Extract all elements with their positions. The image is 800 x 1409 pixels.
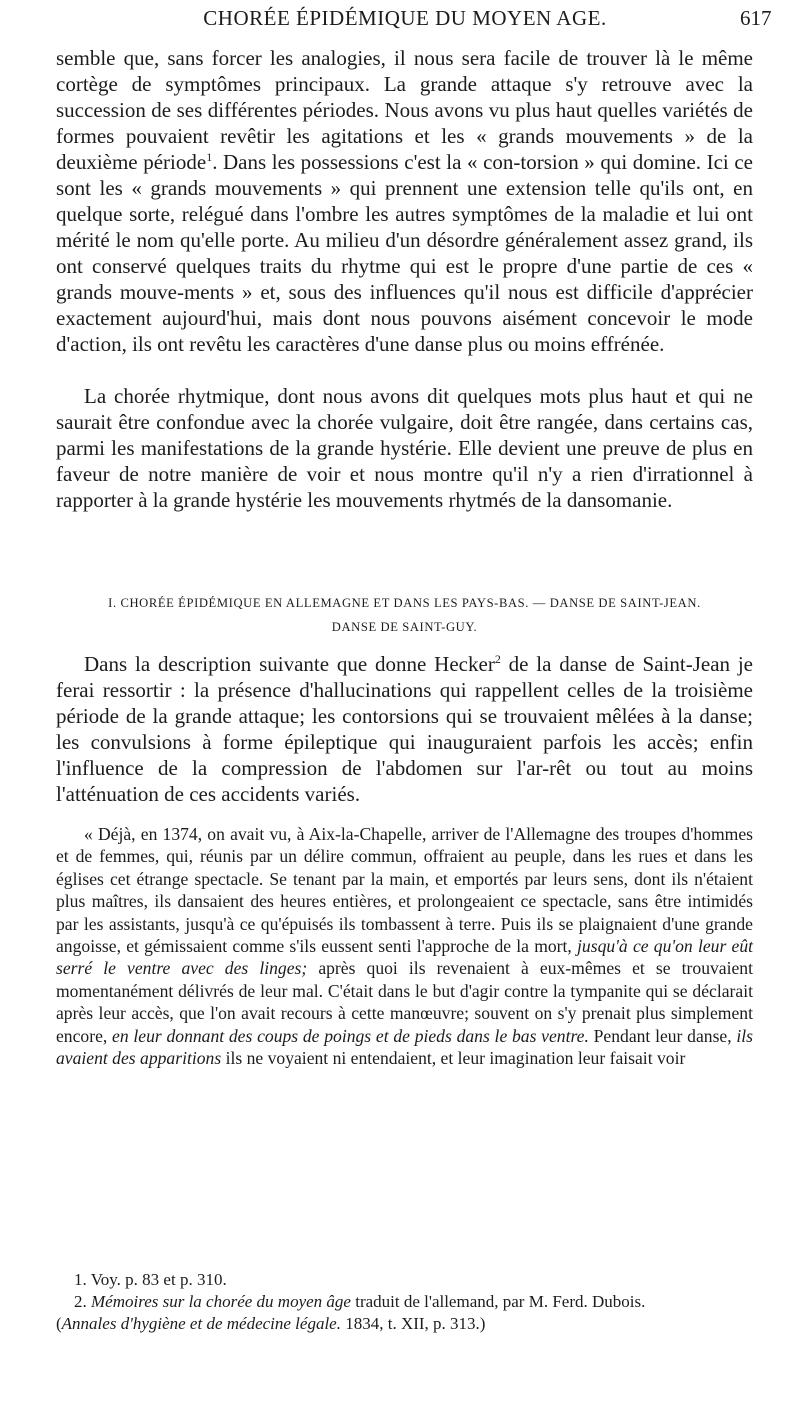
- footnote-2-rest: traduit de l'allemand, par M. Ferd. Dubois.: [350, 1292, 646, 1311]
- quote-part-2: après quoi ils revenaient à eux-mêmes et se trouvaient momentanément délivrés de leur mal. C'était dans le but d'agir contre la tympanite qui se déclarait après leur accès, que l'on avait recours à cette manœuvre; souvent on s'y prenait plus simplement encore,: [56, 958, 753, 1046]
- footnote-2-journal: Annales d'hygiène et de médecine légale.: [61, 1314, 341, 1333]
- quote-part-4: ils ne voyaient ni entendaient, et leur imagination leur faisait voir: [221, 1048, 686, 1069]
- hecker-quotation: [56, 823, 753, 1069]
- paragraph-1: [56, 45, 753, 357]
- paragraph-1-text: semble que, sans forcer les analogies, il nous sera facile de trouver là le même cortège de symptômes principaux. La grande attaque s'y retrouve avec la succession de ses différentes périodes. Nous avons vu plus haut quelles variétés de formes pouvaient revêtir les agitations et les « grands mouvements » de la deuxième période: [56, 46, 753, 174]
- footnote-ref-1: 1: [206, 150, 213, 164]
- footnotes: [56, 1269, 753, 1335]
- footnote-2-number: 2.: [74, 1292, 91, 1311]
- footnote-2-title: Mémoires sur la chorée du moyen âge: [91, 1292, 351, 1311]
- paragraph-3-continuation: de la danse de Saint-Jean je ferai ressortir : la présence d'hallucinations qui rappellent celles de la troisième période de la grande attaque; les contorsions qui se trouvaient mêlées à la danse; les convulsions à forme épileptique qui inauguraient parfois les accès; enfin l'influence de la compression de l'abdomen sur l'ar-rêt ou tout au moins l'atténuation de ces accidents variés.: [56, 652, 753, 806]
- paragraph-3: [56, 651, 753, 807]
- quote-part-3: Pendant leur danse,: [588, 1025, 737, 1046]
- footnote-1: 1. Voy. p. 83 et p. 310.: [74, 1270, 227, 1289]
- section-heading-line-2: DANSE DE SAINT-GUY.: [331, 620, 478, 634]
- quote-italic-2: en leur donnant des coups de poings et de pieds dans le bas ventre.: [112, 1025, 589, 1046]
- quote-part-1: « Déjà, en 1374, on avait vu, à Aix-la-Chapelle, arriver de l'Allemagne des troupes d'hommes et de femmes, qui, réunis par un délire commun, offraient au peuple, dans les rues et dans les églises cet étrange spectacle. Se tenant par la main, et emportés par leurs sens, dont ils n'étaient plus maîtres, ils dansaient des heures entières, et prolongeaient ce spectacle, sans être intimidés par les assistants, jusqu'à ce qu'épuisés ils tombassent à terre. Puis ils se plaignaient d'une grande angoisse, et gémissaient comme s'ils eussent senti l'approche de la mort,: [56, 824, 753, 957]
- quote-italic-1: jusqu'à ce qu'on leur eût serré le ventre avec des linges;: [56, 936, 753, 979]
- footnote-2-open-paren: (: [56, 1314, 62, 1333]
- section-heading-line-1: I. CHORÉE ÉPIDÉMIQUE EN ALLEMAGNE ET DANS LES PAYS-BAS. — DANSE DE SAINT-JEAN.: [108, 596, 701, 610]
- quote-italic-3: ils avaient des apparitions: [56, 1025, 753, 1069]
- paragraph-2: La chorée rhytmique, dont nous avons dit quelques mots plus haut et qui ne saurait être confondue avec la chorée vulgaire, doit être rangée, dans certains cas, parmi les manifestations de la grande hystérie. Elle devient une preuve de plus en faveur de notre manière de voir et nous montre qu'il n'y a rien d'irrationnel à rapporter à la grande hystérie les mouvements rhytmés de la dansomanie.: [56, 384, 753, 512]
- footnote-2-end: 1834, t. XII, p. 313.): [340, 1314, 486, 1333]
- running-title: CHORÉE ÉPIDÉMIQUE DU MOYEN AGE.: [203, 6, 607, 30]
- footnote-2: [56, 1291, 753, 1313]
- page-number: 617: [740, 6, 772, 30]
- footnote-2-continuation: [56, 1313, 753, 1335]
- footnote-ref-2: 2: [494, 652, 501, 666]
- paragraph-3-text: Dans la description suivante que donne Hecker: [84, 652, 495, 676]
- paragraph-1-continuation: . Dans les possessions c'est la « con-torsion » qui domine. Ici ce sont les « grands mouvements » qui prennent une extension telle qu'ils ont, en quelque sorte, relégué dans l'ombre les autres symptômes de la maladie et lui ont mérité le nom qu'elle porte. Au milieu d'un désordre généralement assez grand, ils ont conservé quelques traits du rhytme qui est le propre d'une partie de ces « grands mouve-ments » et, sous des influences qu'il nous est difficile d'apprécier exactement aujourd'hui, mais dont nous pouvons aisément concevoir le mode d'action, ils ont revêtu les caractères d'une danse plus ou moins effrénée.: [56, 150, 753, 356]
